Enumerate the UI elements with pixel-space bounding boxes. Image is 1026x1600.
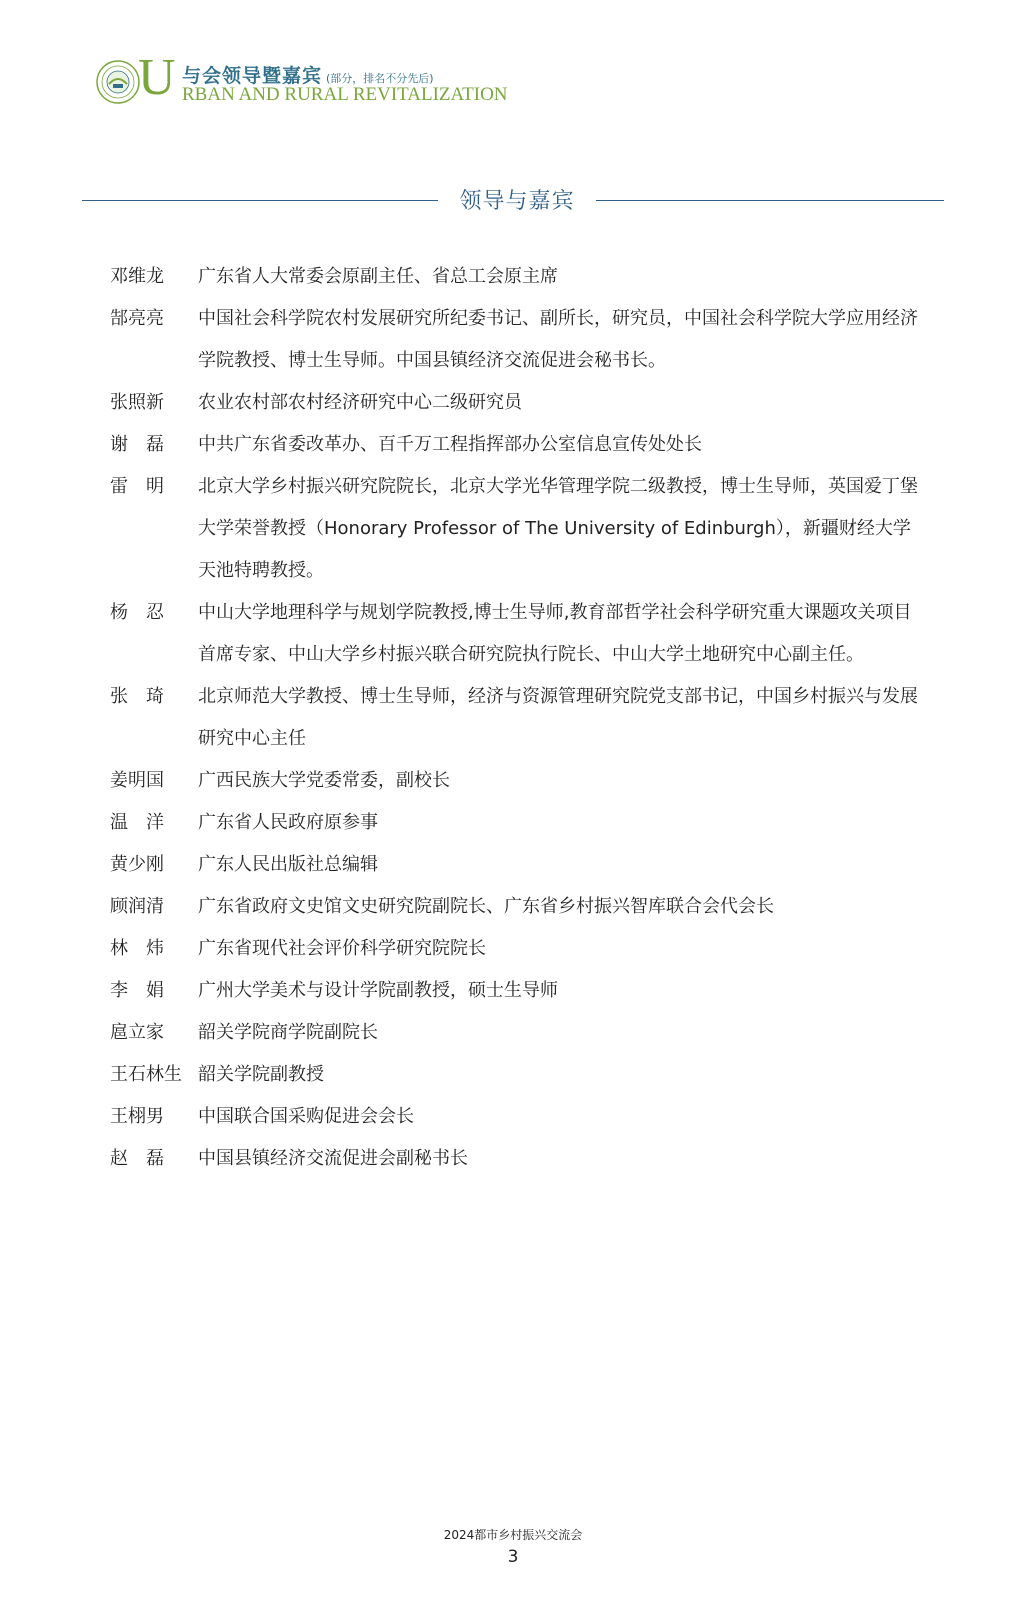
guest-title: 农业农村部农村经济研究中心二级研究员 xyxy=(198,392,522,413)
footer-event-name: 2024都市乡村振兴交流会 xyxy=(443,1528,583,1542)
guest-name: 杨 忍 xyxy=(110,602,164,623)
section-divider-right xyxy=(596,200,944,201)
page-footer xyxy=(0,1526,1026,1568)
guest-name: 顾润清 xyxy=(110,896,164,917)
guest-name: 郜亮亮 xyxy=(110,308,164,329)
circular-seal-logo-icon xyxy=(96,60,140,104)
guest-name: 李 娟 xyxy=(110,980,164,1001)
page-header xyxy=(96,49,656,108)
header-big-letter: U xyxy=(138,49,176,106)
guest-entry xyxy=(110,298,930,382)
guest-title: 韶关学院副教授 xyxy=(198,1064,324,1085)
guest-title: 广西民族大学党委常委，副校长 xyxy=(198,770,450,791)
guest-entry xyxy=(110,676,930,760)
guest-name: 黄少刚 xyxy=(110,854,164,875)
guest-title: 韶关学院商学院副院长 xyxy=(198,1022,378,1043)
guest-name: 赵 磊 xyxy=(110,1148,164,1169)
guest-entry xyxy=(110,382,930,424)
guest-name: 林 炜 xyxy=(110,938,164,959)
section-heading xyxy=(82,182,944,218)
guest-name: 雷 明 xyxy=(110,476,164,497)
guest-name: 张照新 xyxy=(110,392,164,413)
guest-title: 广东省人民政府原参事 xyxy=(198,812,378,833)
guest-entry xyxy=(110,424,930,466)
guest-name: 邓维龙 xyxy=(110,266,164,287)
guest-entry xyxy=(110,760,930,802)
guest-name: 姜明国 xyxy=(110,770,164,791)
guest-entry xyxy=(110,256,930,298)
guest-entry xyxy=(110,970,930,1012)
guest-title: 中山大学地理科学与规划学院教授,博士生导师,教育部哲学社会科学研究重大课题攻关项目首席专家、中山大学乡村振兴联合研究院执行院长、中山大学土地研究中心副主任。 xyxy=(198,602,912,665)
guest-entry xyxy=(110,592,930,676)
guest-title: 中共广东省委改革办、百千万工程指挥部办公室信息宣传处处长 xyxy=(198,434,702,455)
guest-entry xyxy=(110,886,930,928)
guest-entry xyxy=(110,928,930,970)
guest-title: 广东省现代社会评价科学研究院院长 xyxy=(198,938,486,959)
guest-name: 王栩男 xyxy=(110,1106,164,1127)
guest-title: 北京大学乡村振兴研究院院长，北京大学光华管理学院二级教授，博士生导师，英国爱丁堡大学荣誉教授（Honorary Professor of The University of Edinburgh），新疆财经大学天池特聘教授。 xyxy=(198,476,918,581)
guest-title: 广东省人大常委会原副主任、省总工会原主席 xyxy=(198,266,558,287)
header-title-note: (部分，排名不分先后) xyxy=(326,72,434,85)
guest-entry xyxy=(110,1096,930,1138)
page-number: 3 xyxy=(507,1547,519,1567)
section-title: 领导与嘉宾 xyxy=(459,189,575,214)
guest-entry xyxy=(110,1138,930,1180)
guest-title: 中国联合国采购促进会会长 xyxy=(198,1106,414,1127)
guest-entry xyxy=(110,844,930,886)
header-title-text: 与会领导暨嘉宾 xyxy=(182,65,323,87)
guest-title: 中国社会科学院农村发展研究所纪委书记、副所长，研究员，中国社会科学院大学应用经济学院教授、博士生导师。中国县镇经济交流促进会秘书长。 xyxy=(198,308,918,371)
section-divider-left xyxy=(82,200,438,201)
header-subtitle: RBAN AND RURAL REVITALIZATION xyxy=(182,84,508,105)
guest-title: 广东人民出版社总编辑 xyxy=(198,854,378,875)
guest-name: 扈立家 xyxy=(110,1022,164,1043)
guest-entry xyxy=(110,1012,930,1054)
guest-list xyxy=(110,256,930,1180)
guest-entry xyxy=(110,1054,930,1096)
guest-name: 温 洋 xyxy=(110,812,164,833)
guest-name: 谢 磊 xyxy=(110,434,164,455)
guest-title: 广州大学美术与设计学院副教授，硕士生导师 xyxy=(198,980,558,1001)
guest-entry xyxy=(110,466,930,592)
guest-title: 中国县镇经济交流促进会副秘书长 xyxy=(198,1148,468,1169)
guest-name: 王石林生 xyxy=(110,1064,182,1085)
guest-title: 北京师范大学教授、博士生导师，经济与资源管理研究院党支部书记，中国乡村振兴与发展研究中心主任 xyxy=(198,686,918,749)
guest-name: 张 琦 xyxy=(110,686,164,707)
guest-title: 广东省政府文史馆文史研究院副院长、广东省乡村振兴智库联合会代会长 xyxy=(198,896,774,917)
guest-entry xyxy=(110,802,930,844)
